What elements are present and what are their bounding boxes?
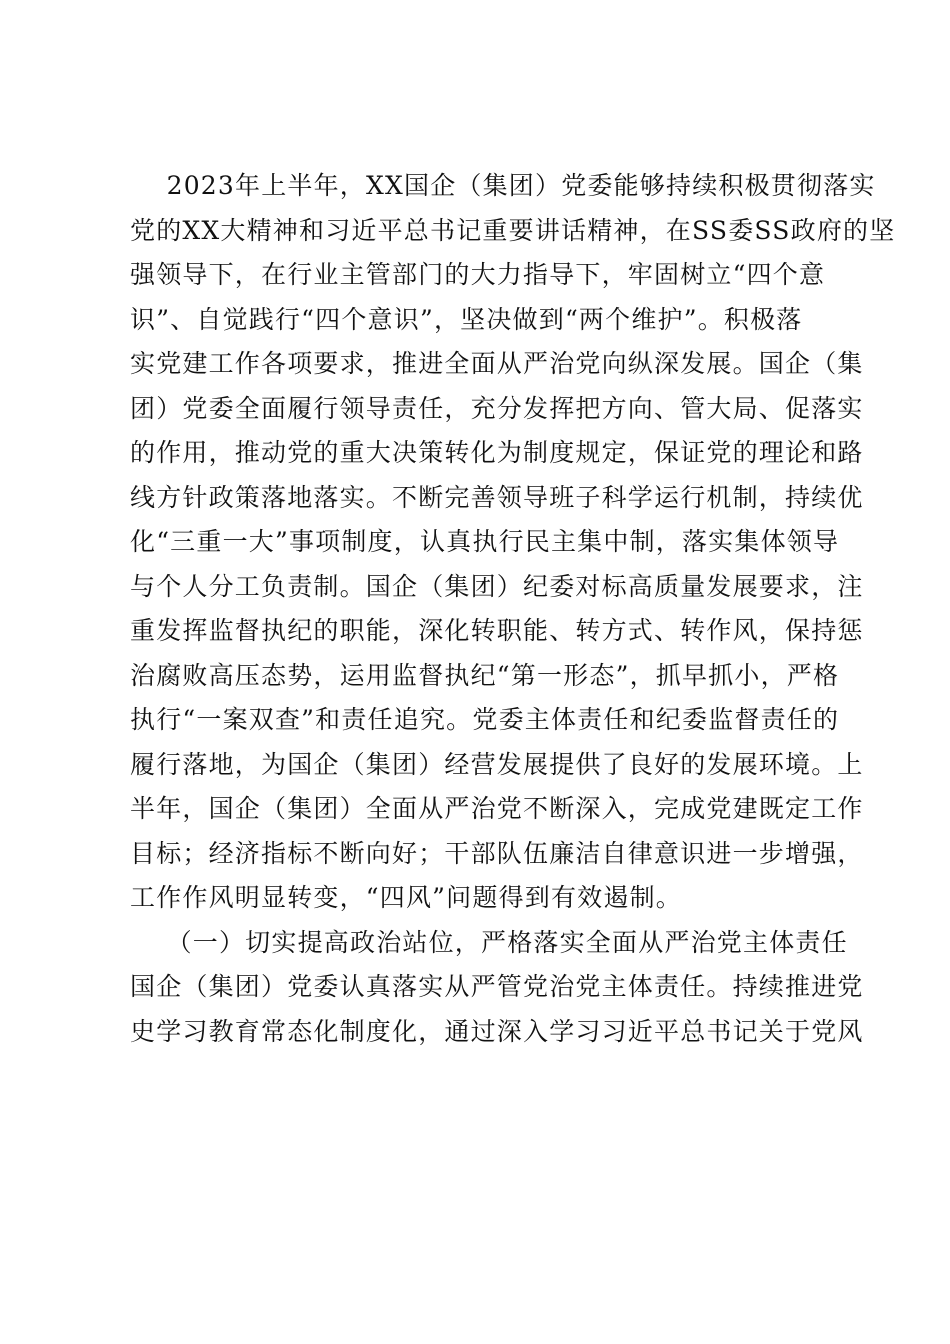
text-line: 识”、自觉践行“四个意识”，坚决做到“两个维护”。积极落 [130, 304, 803, 334]
text-line: 目标；经济指标不断向好；干部队伍廉洁自律意识进一步增强， [130, 838, 864, 868]
text-line: 2023年上半年，XX国企（集团）党委能够持续积极贯彻落实 [130, 171, 876, 200]
section-heading-line: （一）切实提高政治站位，严格落实全面从严治党主体责任 [130, 927, 848, 957]
text-line: 执行“一案双查”和责任追究。党委主体责任和纪委监督责任的 [130, 705, 840, 734]
text-line: 半年，国企（集团）全面从严治党不断深入，完成党建既定工作 [130, 794, 864, 823]
text-line: 治腐败高压态势，运用监督执纪“第一形态”，抓早抓小，严格 [130, 660, 840, 690]
text-line: 团）党委全面履行领导责任，充分发挥把方向、管大局、促落实 [130, 393, 864, 423]
document-body [130, 164, 896, 1054]
text-line: 国企（集团）党委认真落实从严管党治党主体责任。持续推进党 [130, 972, 864, 1001]
text-line: 重发挥监督执纪的职能，深化转职能、转方式、转作风，保持惩 [130, 616, 864, 645]
text-line: 工作作风明显转变，“四风”问题得到有效遏制。 [130, 883, 682, 912]
text-line: 党的XX大精神和习近平总书记重要讲话精神，在SS委SS政府的坚 [130, 215, 896, 245]
text-line: 史学习教育常态化制度化，通过深入学习习近平总书记关于党风 [130, 1016, 864, 1046]
text-line: 实党建工作各项要求，推进全面从严治党向纵深发展。国企（集 [130, 349, 864, 378]
paragraph-section-1 [130, 921, 864, 1055]
text-line: 强领导下，在行业主管部门的大力指导下，牢固树立“四个意 [130, 260, 826, 289]
paragraph-intro [130, 164, 896, 921]
text-line: 与个人分工负责制。国企（集团）纪委对标高质量发展要求，注 [130, 571, 864, 601]
text-line: 化“三重一大”事项制度，认真执行民主集中制，落实集体领导 [130, 527, 840, 556]
text-line: 的作用，推动党的重大决策转化为制度规定，保证党的理论和路 [130, 438, 864, 467]
text-line: 履行落地，为国企（集团）经营发展提供了良好的发展环境。上 [130, 749, 864, 779]
text-line: 线方针政策落地落实。不断完善领导班子科学运行机制，持续优 [130, 482, 864, 512]
